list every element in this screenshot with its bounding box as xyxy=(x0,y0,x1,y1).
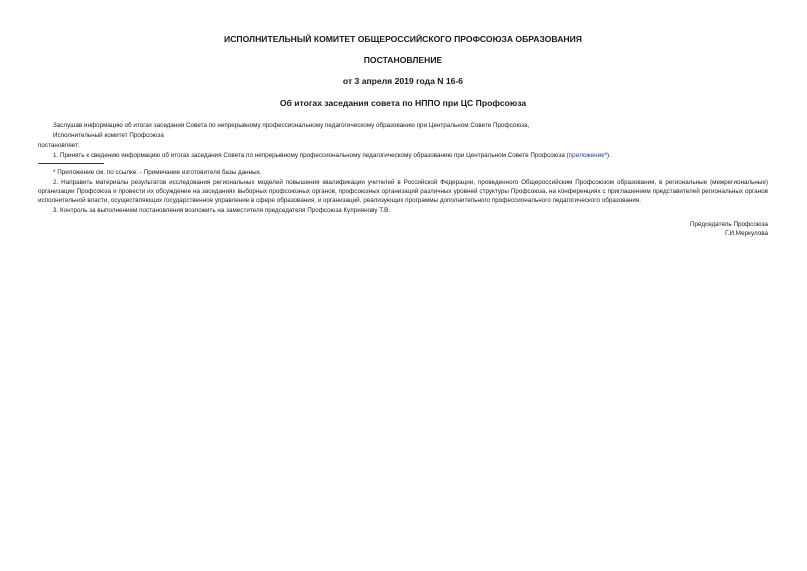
item-1-text: 1. Принять к сведению информацию об итогах заседания Совета по непрерывному профессиональному педагогическому образованию при Центральном Совете Профсоюза ( xyxy=(53,152,569,159)
appendix-link[interactable]: приложение xyxy=(568,152,605,159)
organization-title: ИСПОЛНИТЕЛЬНЫЙ КОМИТЕТ ОБЩЕРОССИЙСКОГО ПРОФСОЮЗА ОБРАЗОВАНИЯ xyxy=(224,34,582,44)
document-type: ПОСТАНОВЛЕНИЕ xyxy=(363,55,443,65)
document-body xyxy=(38,34,768,238)
item-2: 2. Направить материалы результатов исследования региональных моделей повышения квалификации учителей в Российской Федерации, проведенного Общероссийским Профсоюзом образования, в региональные (межрегиональные) организации Профсоюза и провести их обсуждение на заседаниях выборных профсоюзных органов, профсоюзных организаций различных уровней структуры Профсоюза, на конференциях с приглашением представителей региональных органов исполнительной власти, осуществляющих государственное управление в сфере образования, и организаций, реализующих программы дополнительного профессионального педагогического образования. xyxy=(38,179,768,204)
signature-position: Председатель Профсоюза xyxy=(690,221,768,228)
resolves-line: постановляет: xyxy=(38,142,80,149)
intro-paragraph: Заслушав информацию об итогах заседания Совета по непрерывному профессиональному педагогическому образованию при Центральном Совете Профсоюза, xyxy=(53,122,530,129)
item-3: 3. Контроль за выполнением постановления возложить на заместителя председателя Профсоюза Куприянову Т.В. xyxy=(53,207,391,214)
footnote: * Приложение см. по ссылке. - Примечание изготовителя базы данных. xyxy=(53,169,262,176)
committee-line: Исполнительный комитет Профсоюза xyxy=(53,132,164,139)
item-1-end: *). xyxy=(604,152,611,159)
signature-name: Г.И.Меркулова xyxy=(725,230,768,237)
item-1 xyxy=(38,151,768,160)
footnote-divider xyxy=(38,163,104,164)
document-date-number: от 3 апреля 2019 года N 16-6 xyxy=(342,76,464,86)
document-subject: Об итогах заседания совета по НППО при ЦС Профсоюза xyxy=(279,98,527,108)
